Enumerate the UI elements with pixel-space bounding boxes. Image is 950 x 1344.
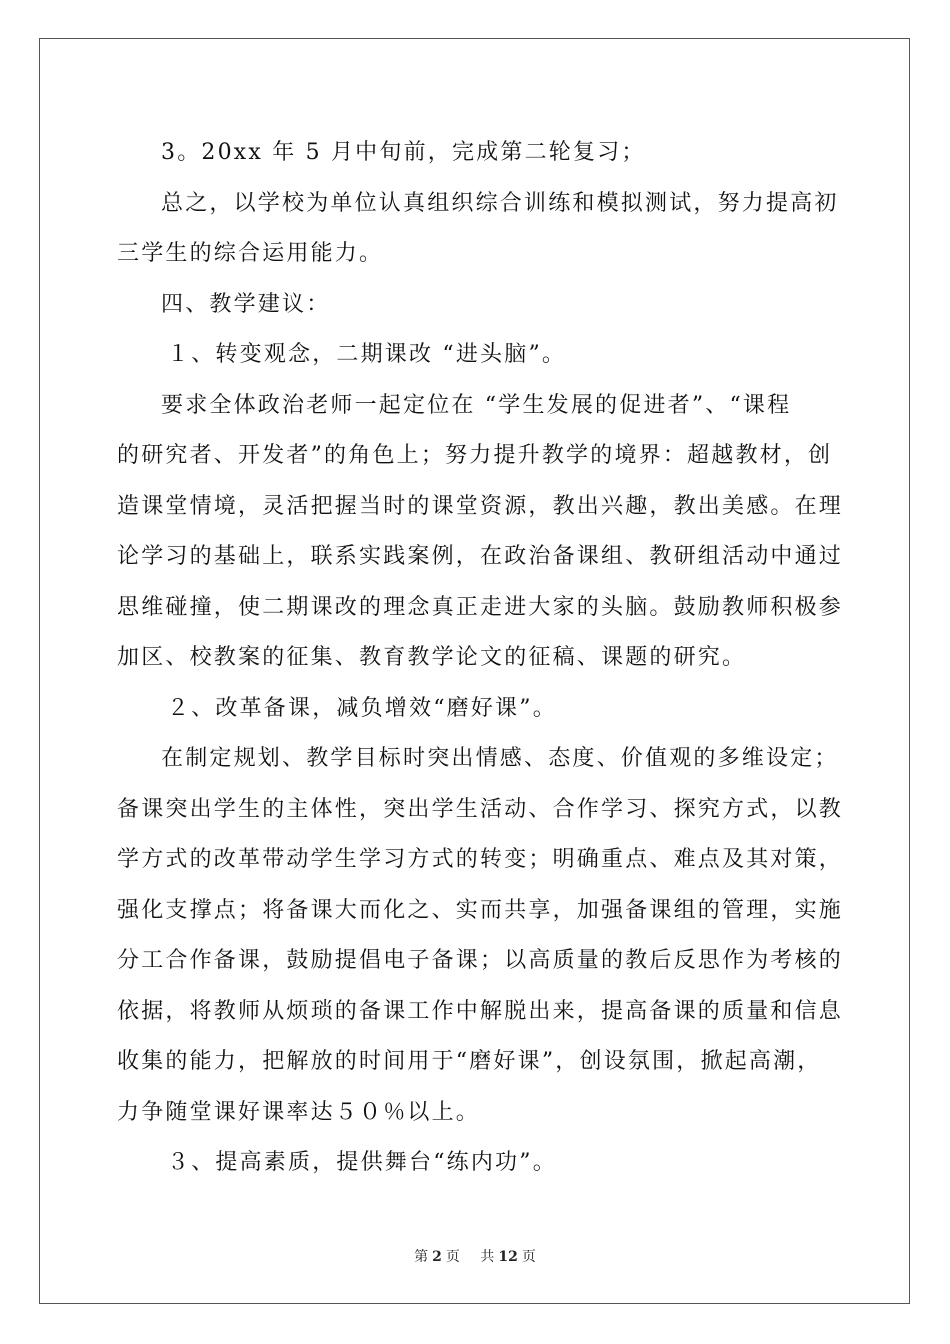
page-current: 2 xyxy=(432,1249,442,1265)
page-suffix: 页 xyxy=(445,1249,460,1265)
text-line: 分工合作备课，鼓励提倡电子备课；以高质量的教后反思作为考核的 xyxy=(117,948,844,973)
text-line: 思维碰撞，使二期课改的理念真正走进大家的头脑。鼓励教师积极参 xyxy=(117,594,844,620)
text-line: 力争随堂课好课率达５０％以上。 xyxy=(117,1099,481,1125)
total-prefix: 共 xyxy=(480,1249,495,1265)
subheading: ２、改革备课，减负增效“磨好课”。 xyxy=(167,695,557,721)
page-total xyxy=(476,1249,539,1265)
text-line: 三学生的综合运用能力。 xyxy=(117,241,384,266)
page-number xyxy=(410,1249,464,1265)
text-line: 学方式的改革带动学生学习方式的转变；明确重点、难点及其对策， xyxy=(117,847,844,872)
text-line: 在制定规划、教学目标时突出情感、态度、价值观的多维设定； xyxy=(161,746,839,771)
text-line: 要求全体政治老师一起定位在 “学生发展的促进者”、“课程 xyxy=(161,392,792,418)
text-line: 依据，将教师从烦琐的备课工作中解脱出来，提高备课的质量和信息 xyxy=(117,998,844,1024)
text-line: 加区、校教案的征集、教育教学论文的征稿、课题的研究。 xyxy=(117,645,747,670)
text-line: 强化支撑点；将备课大而化之、实而共享，加强备课组的管理，实施 xyxy=(117,897,844,923)
total-suffix: 页 xyxy=(521,1249,536,1265)
page-footer xyxy=(0,1246,950,1266)
document-body xyxy=(117,128,844,1189)
subheading: ３、提高素质，提供舞台“练内功”。 xyxy=(167,1150,557,1175)
text-line: 备课突出学生的主体性，突出学生活动、合作学习、探究方式，以教 xyxy=(117,796,844,822)
text-line: 总之，以学校为单位认真组织综合训练和模拟测试，努力提高初 xyxy=(161,190,839,216)
text-line: 的研究者、开发者”的角色上；努力提升教学的境界：超越教材，创 xyxy=(117,443,833,468)
page-prefix: 第 xyxy=(414,1249,429,1265)
text-line: 论学习的基础上，联系实践案例，在政治备课组、教研组活动中通过 xyxy=(117,544,844,569)
subheading: １、转变观念，二期课改 “进头脑”。 xyxy=(167,342,567,367)
text-line: 造课堂情境，灵活把握当时的课堂资源，教出兴趣，教出美感。在理 xyxy=(117,493,844,519)
text-line: 收集的能力，把解放的时间用于“磨好课”，创设氛围，掀起高潮， xyxy=(117,1049,822,1074)
section-heading: 四、教学建议： xyxy=(161,291,331,317)
text-line: 3。20xx 年 5 月中旬前，完成第二轮复习； xyxy=(161,140,646,165)
total-count: 12 xyxy=(498,1249,518,1265)
